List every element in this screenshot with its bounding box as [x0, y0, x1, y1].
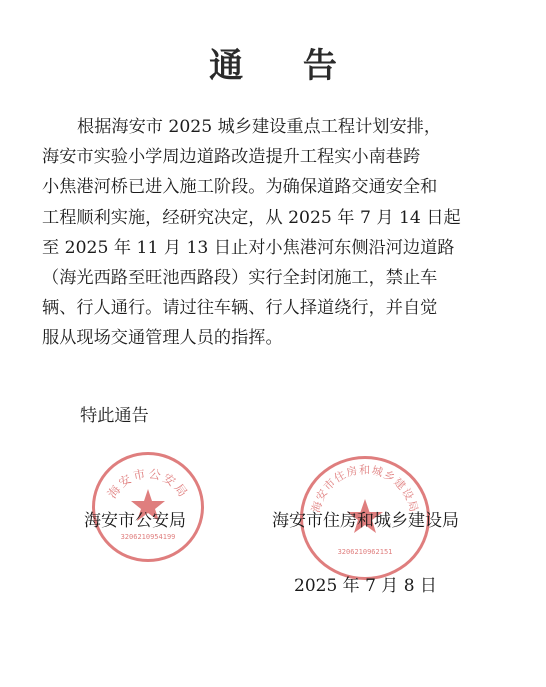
- body-line-2: 海安市实验小学周边道路改造提升工程实小南巷跨: [42, 147, 421, 168]
- seal-right-number: 3206210962151: [337, 548, 393, 556]
- body-line-6: （海光西路至旺池西路段）实行全封闭施工，禁止车: [42, 268, 438, 289]
- signer-public-security: 海安市公安局: [84, 511, 186, 531]
- seal-right-arc-text: 海安市住房和城乡建设局: [309, 463, 421, 515]
- notice-title: 通 告: [209, 46, 361, 86]
- body-line-8: 服从现场交通管理人员的指挥。: [42, 328, 283, 349]
- closing-phrase: 特此通告: [80, 406, 149, 426]
- issue-date: 2025 年 7 月 8 日: [294, 576, 437, 596]
- seal-left-arc-text: 海安市公安局: [104, 466, 192, 501]
- body-line-7: 辆、行人通行。请过往车辆、行人择道绕行，并自觉: [42, 298, 438, 319]
- body-line-5: 至 2025 年 11 月 13 日止对小焦港河东侧沿河边道路: [42, 237, 455, 258]
- seal-left-number: 3206210954199: [120, 533, 176, 541]
- signer-housing-bureau: 海安市住房和城乡建设局: [272, 511, 459, 531]
- notice-body: [42, 112, 512, 354]
- body-line-1: 根据海安市 2025 城乡建设重点工程计划安排，: [77, 117, 442, 137]
- body-line-3: 小焦港河桥已进入施工阶段。为确保道路交通安全和: [42, 177, 438, 198]
- body-line-4: 工程顺利实施，经研究决定，从 2025 年 7 月 14 日起: [42, 207, 461, 228]
